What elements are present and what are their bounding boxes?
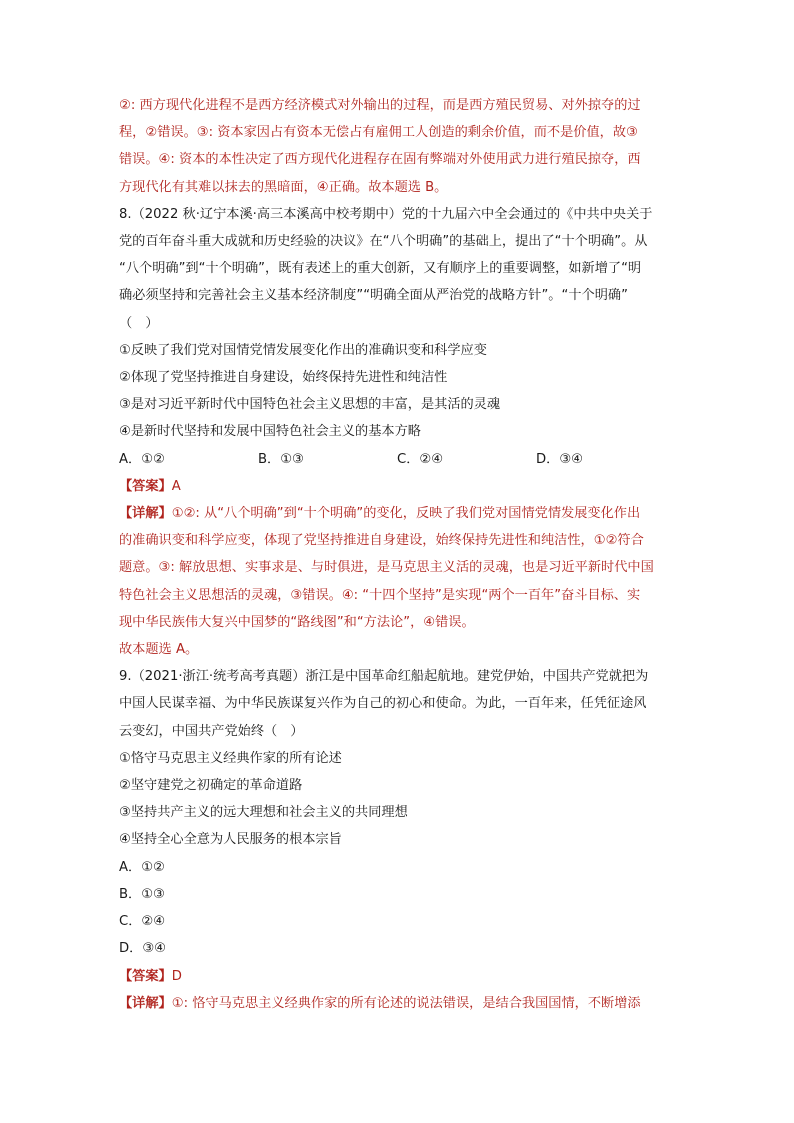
- choice-a: A．①②: [119, 451, 165, 467]
- document-page: [119, 92, 677, 1017]
- explanation-text: ①②: 从“八个明确”到“十个明确”的变化，反映了我们党对国情党情发展变化作出: [171, 506, 641, 522]
- explanation-line: [119, 500, 677, 527]
- question-stem-line: （ ）: [119, 315, 159, 331]
- answer-tag: 【答案】: [119, 968, 172, 984]
- explanation-tag: 【详解】: [119, 995, 172, 1011]
- choice-d: D．③④: [536, 451, 583, 467]
- statement-option: ④坚持全心全意为人民服务的根本宗旨: [119, 832, 342, 848]
- prev-explanation-line: 程，②错误。③: 资本家因占有资本无偿占有雇佣工人创造的剩余价值，而不是价值，故③: [119, 125, 638, 141]
- question-stem-line: 中国人民谋幸福、为中华民族谋复兴作为自己的初心和使命。为此，一百年来，任凭征途风: [119, 696, 647, 712]
- explanation-line: 故本题选 A。: [119, 642, 199, 658]
- prev-explanation-line: 方现代化有其难以抹去的黑暗面，④正确。故本题选 B。: [119, 179, 448, 195]
- question-9: [119, 663, 677, 1017]
- choice-a: A．①②: [119, 859, 165, 875]
- statement-option: ③是对习近平新时代中国特色社会主义思想的丰富，是其活的灵魂: [119, 397, 501, 413]
- explanation-line: 的准确识变和科学应变，体现了党坚持推进自身建设，始终保持先进性和纯洁性，①②符合: [119, 533, 644, 549]
- answer-line: [119, 963, 677, 990]
- choice-c: C．②④: [397, 451, 444, 467]
- question-stem-line: 8.（2022 秋·辽宁本溪·高三本溪高中校考期中）党的十九届六中全会通过的《中共中央关于: [119, 206, 653, 222]
- answer-choices: [119, 446, 677, 473]
- question-stem-line: 云变幻，中国共产党始终（ ）: [119, 723, 304, 739]
- statement-option: ②体现了党坚持推进自身建设，始终保持先进性和纯洁性: [119, 370, 448, 386]
- question-stem-line: “八个明确”到“十个明确”，既有表述上的重大创新，又有顺序上的重要调整，如新增了“明: [119, 261, 642, 277]
- explanation-line: [119, 990, 677, 1017]
- choice-b: B．①③: [119, 886, 165, 902]
- question-stem-line: 党的百年奋斗重大成就和历史经验的决议》在“八个明确”的基础上，提出了“十个明确”。从: [119, 234, 648, 250]
- prev-explanation-line: 错误。④: 资本的本性决定了西方现代化进程存在固有弊端对外使用武力进行殖民掠夺，西: [119, 152, 641, 168]
- question-stem-line: 9.（2021·浙江·统考高考真题）浙江是中国革命红船起航地。建党伊始，中国共产党就把为: [119, 669, 649, 685]
- statement-option: ①恪守马克思主义经典作家的所有论述: [119, 750, 342, 766]
- answer-value: D: [171, 968, 182, 984]
- explanation-line: 现中华民族伟大复兴中国梦的“路线图”和“方法论”，④错误。: [119, 614, 475, 630]
- question-stem-line: 确必须坚持和完善社会主义基本经济制度”“明确全面从严治党的战略方针”。“十个明确”: [119, 288, 628, 304]
- statement-option: ④是新时代坚持和发展中国特色社会主义的基本方略: [119, 424, 421, 440]
- prev-explanation: [119, 92, 677, 201]
- choice-d: D．③④: [119, 941, 166, 957]
- explanation-line: 特色社会主义思想活的灵魂，③错误。④: “十四个坚持”是实现“两个一百年”奋斗目标、实: [119, 587, 641, 603]
- statement-option: ①反映了我们党对国情党情发展变化作出的准确识变和科学应变: [119, 342, 487, 358]
- explanation-text: ①: 恪守马克思主义经典作家的所有论述的说法错误，是结合我国国情，不断增添: [171, 995, 641, 1011]
- choice-c: C．②④: [119, 914, 166, 930]
- answer-tag: 【答案】: [119, 478, 172, 494]
- explanation-line: 题意。③: 解放思想、实事求是、与时俱进，是马克思主义活的灵魂，也是习近平新时代中国: [119, 560, 654, 576]
- choice-b: B．①③: [258, 451, 304, 467]
- answer-line: [119, 473, 677, 500]
- explanation-tag: 【详解】: [119, 506, 172, 522]
- question-8: [119, 201, 677, 663]
- answer-value: A: [171, 478, 181, 494]
- prev-explanation-line: ②: 西方现代化进程不是西方经济模式对外输出的过程，而是西方殖民贸易、对外掠夺的过: [119, 98, 641, 113]
- statement-option: ②坚守建党之初确定的革命道路: [119, 778, 303, 794]
- statement-option: ③坚持共产主义的远大理想和社会主义的共同理想: [119, 805, 408, 821]
